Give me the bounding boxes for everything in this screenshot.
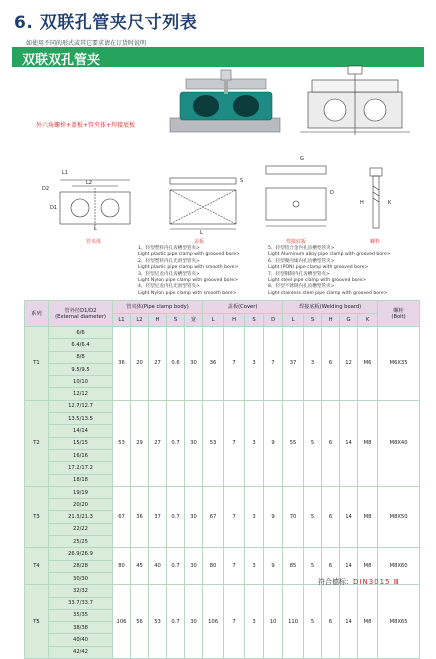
value-cell: 110	[283, 585, 304, 659]
value-cell: 14	[340, 585, 358, 659]
subheader: L	[283, 314, 304, 327]
header-cover: 盖板(Cover)	[203, 301, 283, 314]
subheader: L2	[131, 314, 149, 327]
dim-label-D1: D1	[50, 205, 58, 211]
subheader: S	[245, 314, 264, 327]
value-cell: 3	[304, 327, 322, 401]
value-cell: 40	[149, 548, 167, 585]
subheader: H	[224, 314, 245, 327]
value-cell: 106	[203, 585, 224, 659]
dim-label-H: H	[360, 200, 364, 206]
dim-label-L: L	[94, 226, 97, 232]
diameter-cell: 25/25	[49, 536, 113, 548]
value-cell: 55	[283, 400, 304, 486]
dim-label-K: K	[388, 200, 392, 206]
value-cell: 6	[322, 400, 340, 486]
value-cell: 56	[131, 585, 149, 659]
value-cell: 0.7	[167, 548, 185, 585]
dim-label-S: S	[240, 178, 244, 184]
subheader: D	[264, 314, 283, 327]
order-note: 如使用不同的形式或其它要求请在订货时说明	[26, 40, 147, 47]
table-row	[25, 327, 420, 339]
diameter-cell: 8/8	[49, 351, 113, 363]
value-cell: 0.6	[167, 327, 185, 401]
diameter-cell: 13.5/13.5	[49, 413, 113, 425]
value-cell: 7	[264, 327, 283, 401]
series-cell: T3	[25, 486, 49, 547]
section-drawing	[300, 66, 410, 135]
value-cell: 67	[203, 486, 224, 547]
value-cell: 36	[203, 327, 224, 401]
value-cell: 0.7	[167, 585, 185, 659]
value-cell: 37	[283, 327, 304, 401]
value-cell: M6X35	[378, 327, 420, 401]
value-cell: 36	[131, 486, 149, 547]
subheader: S	[304, 314, 322, 327]
diameter-cell: 6.4/6.4	[49, 339, 113, 351]
value-cell: 5	[304, 548, 322, 585]
page-title: 6. 双联孔管夹尺寸列表	[14, 13, 198, 33]
dim-label-L1: L1	[62, 170, 68, 176]
subheader: S	[167, 314, 185, 327]
diameter-cell: 33.7/33.7	[49, 597, 113, 609]
diameter-cell: 16/16	[49, 449, 113, 461]
value-cell: 30	[185, 548, 203, 585]
subheader: 宽	[185, 314, 203, 327]
diameter-cell: 22/22	[49, 523, 113, 535]
spec-table	[24, 300, 420, 659]
table-row	[25, 548, 420, 560]
value-cell: 7	[224, 548, 245, 585]
value-cell: 20	[131, 327, 149, 401]
value-cell: 85	[283, 548, 304, 585]
body-drawing	[60, 180, 130, 230]
value-cell: M8X65	[378, 585, 420, 659]
value-cell: 3	[245, 548, 264, 585]
value-cell: 14	[340, 486, 358, 547]
diameter-cell: 9.5/9.5	[49, 363, 113, 375]
subheader: H	[149, 314, 167, 327]
subheader: K	[358, 314, 378, 327]
notes-left: 1、轻型塑料内孔齿槽型管夹> Light plastic pipe clamp with grooved bore> 2、轻型塑料内孔光滑型管夹> Light plastic pipe clamp with smooth bore> 3、轻型尼龙内孔齿槽型管夹> Light Nylon pipe clamp with grooved bore> 4、轻型尼龙内孔光滑型管夹> Light Nylon pipe clamp with smooth bore>	[138, 246, 240, 296]
dim-label-D: D	[330, 190, 334, 196]
diameter-cell: 19/19	[49, 486, 113, 498]
series-cell: T1	[25, 327, 49, 401]
diameter-cell: 28/28	[49, 560, 113, 572]
subheader: L1	[113, 314, 131, 327]
value-cell: 27	[149, 400, 167, 486]
diameter-cell: 15/15	[49, 437, 113, 449]
caption-body: 管夹体	[86, 239, 102, 245]
base-drawing	[266, 166, 326, 226]
value-cell: 14	[340, 548, 358, 585]
value-cell: 80	[113, 548, 131, 585]
dim-label-L-cover: L	[200, 230, 203, 236]
diameter-cell: 12/12	[49, 388, 113, 400]
standard-note: 符合德标：DIN3015 Ⅲ	[318, 578, 400, 586]
diameter-cell: 10/10	[49, 376, 113, 388]
value-cell: 5	[304, 486, 322, 547]
value-cell: 0.7	[167, 486, 185, 547]
notes-right: 5、轻型铝合金内孔齿槽型管夹> Light Aluminum alloy pipe clamp with grooved bore> 6、轻型聚丙烯内孔齿槽型管夹> Light (PON) pipe clamp with grooved bore> 7、轻型钢制内孔齿槽型管夹> Light steel pipe clamp with grooved bore> 8、轻型不锈钢内孔齿槽型管夹> Light stainless steel pipe clamp with grooved bore>	[268, 246, 391, 296]
diameter-cell: 42/42	[49, 646, 113, 658]
value-cell: M6	[358, 327, 378, 401]
value-cell: M8	[358, 548, 378, 585]
section-title: 双联双孔管夹	[22, 53, 101, 68]
diameter-cell: 20/20	[49, 499, 113, 511]
value-cell: 30	[185, 486, 203, 547]
diameter-cell: 12.7/12.7	[49, 400, 113, 412]
series-cell: T2	[25, 400, 49, 486]
diameter-cell: 14/14	[49, 425, 113, 437]
diameter-cell: 30/30	[49, 572, 113, 584]
value-cell: 9	[264, 486, 283, 547]
value-cell: 30	[185, 327, 203, 401]
header-bolt: 螺栓 (Bolt)	[378, 301, 420, 327]
value-cell: 7	[224, 400, 245, 486]
diameter-cell: 38/38	[49, 622, 113, 634]
value-cell: 53	[203, 400, 224, 486]
diameter-cell: 17.2/17.2	[49, 462, 113, 474]
diameter-cell: 35/35	[49, 609, 113, 621]
value-cell: 3	[245, 327, 264, 401]
caption-base: 焊接底板	[286, 239, 307, 245]
value-cell: 53	[149, 585, 167, 659]
series-cell: T4	[25, 548, 49, 585]
subheader: L	[203, 314, 224, 327]
value-cell: 45	[131, 548, 149, 585]
value-cell: 37	[149, 486, 167, 547]
value-cell: M8X50	[378, 486, 420, 547]
dim-label-G: G	[300, 156, 304, 162]
header-pipe-od: 管外径D1/D2 (External diameter)	[49, 301, 113, 327]
caption-cover: 盖板	[194, 239, 205, 245]
value-cell: 3	[245, 486, 264, 547]
diameter-cell: 21.3/21.3	[49, 511, 113, 523]
diameter-cell: 6/6	[49, 327, 113, 339]
caption-bolt: 螺栓	[370, 239, 381, 245]
diameter-cell: 18/18	[49, 474, 113, 486]
value-cell: 10	[264, 585, 283, 659]
value-cell: 53	[113, 400, 131, 486]
table-row	[25, 486, 420, 498]
header-series: 系列	[25, 301, 49, 327]
value-cell: 30	[185, 400, 203, 486]
value-cell: 3	[245, 585, 264, 659]
value-cell: 80	[203, 548, 224, 585]
value-cell: M8	[358, 585, 378, 659]
value-cell: 7	[224, 486, 245, 547]
value-cell: 70	[283, 486, 304, 547]
assembly-photo	[170, 70, 280, 132]
value-cell: 7	[224, 327, 245, 401]
value-cell: 3	[245, 400, 264, 486]
value-cell: 29	[131, 400, 149, 486]
value-cell: 6	[322, 585, 340, 659]
value-cell: 6	[322, 486, 340, 547]
table-row	[25, 400, 420, 412]
value-cell: 0.7	[167, 400, 185, 486]
series-cell: T5	[25, 585, 49, 659]
value-cell: 5	[304, 585, 322, 659]
value-cell: 9	[264, 400, 283, 486]
diameter-cell: 26.9/26.9	[49, 548, 113, 560]
value-cell: 36	[113, 327, 131, 401]
diameter-cell: 32/32	[49, 585, 113, 597]
value-cell: M8	[358, 486, 378, 547]
value-cell: 67	[113, 486, 131, 547]
value-cell: 27	[149, 327, 167, 401]
value-cell: M8X40	[378, 400, 420, 486]
subheader: G	[340, 314, 358, 327]
subheader: H	[322, 314, 340, 327]
header-body: 管夹体(Pipe clamp body)	[113, 301, 203, 314]
bolt-drawing	[370, 168, 382, 228]
value-cell: 14	[340, 400, 358, 486]
value-cell: 6	[322, 548, 340, 585]
value-cell: 7	[224, 585, 245, 659]
header-base: 焊接底板(Welding board)	[283, 301, 378, 314]
value-cell: 6	[322, 327, 340, 401]
value-cell: 5	[304, 400, 322, 486]
value-cell: 9	[264, 548, 283, 585]
value-cell: M8X60	[378, 548, 420, 585]
assembly-label: 外六角螺栓+盖板+管夹体+焊接底板	[36, 122, 136, 129]
dim-label-L2: L2	[86, 180, 92, 186]
diameter-cell: 40/40	[49, 634, 113, 646]
value-cell: 12	[340, 327, 358, 401]
value-cell: 106	[113, 585, 131, 659]
dim-label-D2: D2	[42, 186, 50, 192]
cover-drawing	[170, 178, 236, 229]
value-cell: M8	[358, 400, 378, 486]
value-cell: 30	[185, 585, 203, 659]
